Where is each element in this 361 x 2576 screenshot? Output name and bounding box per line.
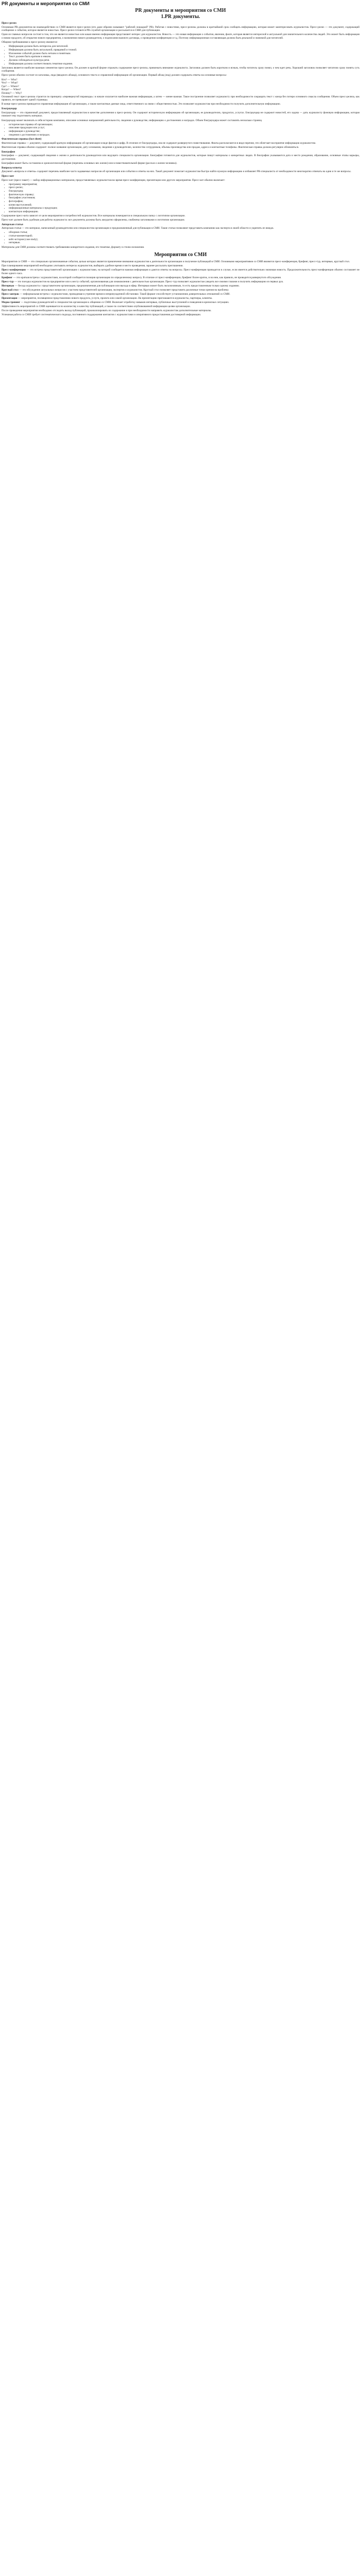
paragraph: Успешная работа со СМИ требует систематического подхода, постоянного поддержания контактов с журналистами и оперативного предоставления достоверной информации. bbox=[2, 313, 201, 317]
list-item: • Текст должен быть кратким и емким. bbox=[9, 55, 359, 59]
event-term: Интервью bbox=[2, 284, 14, 288]
event-text: — это поездка журналистов на предприятие или к месту событий, организованная для ознакомления с деятельностью организации. Пресс-тур позволяет журналистам увидеть все своими глазами и получить информацию из первых рук. bbox=[13, 280, 284, 283]
list-item: • Информация должна быть актуальной, правдивой и точной. bbox=[9, 48, 359, 52]
page-subtitle: 1.PR документы. bbox=[161, 14, 200, 20]
tab-title: PR документы и мероприятия со СМИ bbox=[2, 1, 90, 6]
paragraph: Фактическая справка — документ, содержащий краткую информацию об организации в виде фактов и цифр. В отличие от бэкграундера, она не содержит развернутого повествования. Факты располагаются в виде перечня, что облегчает восприятие информации журналистом. bbox=[2, 141, 316, 145]
paragraph: Одни из главных вопросов состоит в том, что же является новостью или какая именно информация представляет интерес для журналистов. Новость — это новая информация о событии, явлении, факте, которая является интересной и актуальной для значительного количества людей. Это может быть информация о новом продукте, об открытии нового предприятия, о назначении нового руководителя, о подписании важного договора, о проведении конференции и т.д. Поэтому информационная составляющая должна быть реальной и значимой для читателей. bbox=[2, 33, 359, 40]
press-release-requirements-list bbox=[2, 45, 359, 65]
list-item: • интервью. bbox=[9, 241, 359, 245]
paragraph: Пресс-релиз обычно состоит из заголовка, лида (вводного абзаца), основного текста и справочной информации об организации. Первый абзац (лид) должен содержать ответы на основные вопросы: bbox=[2, 74, 227, 77]
paragraph: Пресс-кит должен быть удобным для работы журналиста: все документы должны быть аккуратно оформлены, снабжены заголовками и логотипом организации. bbox=[2, 218, 185, 222]
event-term: Пресс-тур bbox=[2, 280, 14, 283]
event-definition bbox=[2, 268, 359, 275]
event-definition bbox=[2, 280, 359, 284]
section-heading-backgrounder: Бэкграундер bbox=[2, 107, 17, 111]
press-release-body-c bbox=[2, 95, 359, 106]
event-definition bbox=[2, 284, 359, 288]
event-text: — это встреча представителей организации с журналистами, на которой сообщается важная информация и даются ответы на вопросы. Пресс-конференция проводится в случае, если имеется действительно значимая новость. Продолжительность пресс-конференции обычно составляет не более одного часа. bbox=[2, 268, 359, 275]
press-release-body bbox=[2, 26, 359, 44]
backgrounder-body bbox=[2, 111, 359, 122]
question-line: Почему? — Why? bbox=[2, 92, 22, 95]
list-item: • статья-комментарий; bbox=[9, 234, 359, 238]
event-term: Брифинг bbox=[2, 276, 13, 279]
paragraph: В конце пресс-релиза приводится справочная информация об организации, а также контактные данные лица, ответственного за связи с общественностью. Это позволяет журналистам при необходимости получить дополнительную информацию. bbox=[2, 103, 281, 106]
event-text: — неформальная встреча с журналистами, проводимая в утреннее время в непринужденной обстановке. Такой формат способствует установлению доверительных отношений со СМИ. bbox=[19, 293, 230, 296]
list-item: • Информация должна соответствовать тематике издания. bbox=[9, 62, 359, 66]
list-item: • фактическую справку; bbox=[9, 193, 359, 197]
list-item: • пресс-релиз; bbox=[9, 186, 359, 190]
list-item: • бэкграундер; bbox=[9, 190, 359, 193]
paragraph: Содержание пресс-кита зависит от цели мероприятия и потребностей журналистов. Все материалы помещаются в специальную папку с логотипом организации. bbox=[2, 214, 185, 218]
list-item: • историческая справка об организации; bbox=[9, 123, 359, 127]
event-term: Круглый стол bbox=[2, 289, 19, 292]
paragraph: Биография может быть составлена в хронологической форме (перечень основных вех жизни) или в повествовательной форме (рассказ о жизни человека). bbox=[2, 161, 177, 165]
paragraph: Эффективность мероприятий со СМИ оценивается по количеству и качеству публикаций, а также по соответствию опубликованной информации целям организации. bbox=[2, 305, 191, 309]
page-title: PR документы и мероприятия со СМИ bbox=[135, 7, 226, 13]
events-outro bbox=[2, 305, 359, 317]
paragraph: Основным PR-документом во взаимодействии со СМИ является пресс-релиз (его даже образно называют "рабочей лошадкой" PR). Работая с новостями, пресс-релизы должны в кратчайший срок сообщать информацию, которая может заинтересовать журналистов. Пресс-релиз — это документ, содержащий сообщение о событии, которое является новостью. Пресс-релиз готовится PR-службой организации и рассылается в СМИ для публикации. bbox=[2, 25, 359, 32]
article-list bbox=[2, 231, 359, 245]
paragraph: Бэкграундер может включать в себя историю компании, описание основных направлений деятельности, сведения о руководстве, информацию о достижениях и наградах. Объем бэкграундера может составлять несколько страниц. bbox=[2, 118, 263, 122]
list-item: • информация о руководстве; bbox=[9, 130, 359, 133]
list-item: • Должна соблюдаться культура речи. bbox=[9, 59, 359, 62]
article-body bbox=[2, 227, 359, 230]
section-heading-fact-sheet: Фактическая справка (fact sheet) bbox=[2, 138, 42, 141]
events-definitions bbox=[2, 268, 359, 304]
section-heading-media-kit: Пресс-кит bbox=[2, 174, 14, 178]
event-text: — это краткая встреча с журналистами, на которой сообщается позиция организации по определенному вопросу. В отличие от пресс-конференции, брифинг более краток, и на нем, как правило, не проводится развернутого обсуждения. bbox=[12, 276, 282, 279]
list-item: • сведения о достижениях и наградах. bbox=[9, 133, 359, 137]
paragraph: Заголовок является наиболее важным элементом пресс-релиза. Он должен в краткой форме отражать содержание пресс-релиза, привлекать внимание журналиста. Заголовок должен быть коротким и ясным, чтобы читатель сразу понял, о чем идет речь. Хороший заголовок позволяет читателю сразу понять суть сообщения. bbox=[2, 66, 359, 73]
event-definition bbox=[2, 301, 359, 304]
fact-sheet-body bbox=[2, 142, 359, 149]
paragraph: Биография — документ, содержащий сведения о жизни и деятельности руководителя или ведущего специалиста организации. Биография готовится для журналистов, которые пишут материалы о конкретных людях. В биографии указываются дата и место рождения, образование, основные этапы карьеры, достижения. bbox=[2, 154, 359, 161]
event-text: — беседа журналиста с представителем организации, предназначенная для публикации или выхода в эфир. Интервью может быть эксклюзивным, то есть предоставленным только одному изданию. bbox=[14, 284, 240, 288]
event-term: Презентация bbox=[2, 297, 18, 300]
event-text: — подготовка руководителей и специалистов организации к общению со СМИ. Включает отработку навыков интервью, публичных выступлений и поведения в кризисных ситуациях. bbox=[20, 301, 230, 304]
paragraph: Фактическая справка обычно содержит: полное название организации, дату основания, сведения о руководителях, количество сотрудников, объемы производства или продаж, адреса и контактные телефоны. Фактическая справка должна регулярно обновляться. bbox=[2, 145, 299, 149]
media-kit-list bbox=[2, 183, 359, 214]
media-kit-body-b bbox=[2, 214, 359, 222]
section-heading-press-release: Пресс-релиз bbox=[2, 22, 16, 25]
paragraph: Авторская статья — это материал, написанный руководителем или специалистом организации и предназначенный для публикации в СМИ. Такие статьи позволяют представить компанию как эксперта в своей области и укрепить ее имидж. bbox=[2, 227, 274, 230]
biography-body bbox=[2, 154, 359, 165]
list-item: • кейс-история (case study); bbox=[9, 238, 359, 242]
list-item: • биографии участников; bbox=[9, 196, 359, 200]
section-heading-biography: Биография bbox=[2, 150, 15, 154]
qa-body bbox=[2, 170, 359, 174]
list-item: • Информация должна быть интересна для читателей. bbox=[9, 45, 359, 48]
event-term: Пресс-завтрак bbox=[2, 293, 20, 296]
section-heading-article: Авторская статья bbox=[2, 223, 23, 226]
list-item: • обзорная статья; bbox=[9, 231, 359, 234]
event-text: — это обсуждение актуальных вопросов с участием представителей организации, экспертов и журналистов. Круглый стол позволяет представить различные точки зрения на проблему. bbox=[18, 289, 229, 292]
press-release-body-b bbox=[2, 66, 359, 77]
paragraph: Материалы для СМИ должны соответствовать требованиям конкретного издания, его тематике, формату и стилю изложения. bbox=[2, 245, 145, 249]
question-line: Когда? — When? bbox=[2, 88, 21, 92]
question-line: Где? — Where? bbox=[2, 84, 19, 88]
paragraph: Бэкграундер — это справочный документ, предоставляемый журналистам в качестве дополнения к пресс-релизу. Он содержит историческую информацию об организации, ее руководителях, продуктах, услугах. Бэкграундер не содержит новостей, его задача — дать журналисту фоновую информацию, которая поможет ему подготовить материал. bbox=[2, 111, 359, 118]
paragraph: Основной текст пресс-релиза строится по принципу «перевернутой пирамиды»: в начале излагается наиболее важная информация, а затем — менее важная. Такое построение позволяет журналисту при необходимости сокращать текст с конца без потери основного смысла сообщения. Объем пресс-релиза, как правило, не превышает одной страницы. bbox=[2, 95, 359, 102]
document-page bbox=[0, 0, 361, 320]
paragraph: Мероприятия со СМИ — это специально организованные события, целью которых является привлечение внимания журналистов к деятельности организации и получение публикаций в СМИ. Основными мероприятиями со СМИ являются пресс-конференция, брифинг, пресс-тур, интервью, круглый стол. bbox=[2, 260, 350, 264]
list-item: • информационные материалы о продукции; bbox=[9, 207, 359, 210]
paragraph: Пресс-кит (пресс-пакет) — набор информационных материалов, предоставляемых журналистам во время пресс-конференции, презентации или другого мероприятия. Пресс-кит обычно включает: bbox=[2, 178, 226, 182]
event-definition bbox=[2, 276, 359, 280]
paragraph: После проведения мероприятия необходимо отследить выход публикаций, проанализировать их содержание и при необходимости направить журналистам дополнительные материалы. bbox=[2, 309, 212, 313]
article-body-b bbox=[2, 246, 359, 249]
event-text: — мероприятие, посвященное представлению нового продукта, услуги, проекта или самой организации. На презентацию приглашаются журналисты, партнеры, клиенты. bbox=[17, 297, 213, 300]
event-term: Медиа-тренинг bbox=[2, 301, 21, 304]
paragraph: Общими требованиями к пресс-релизу являются: bbox=[2, 41, 58, 44]
event-term: Пресс-конференция bbox=[2, 268, 26, 272]
list-item: • описание продукции или услуг; bbox=[9, 126, 359, 130]
list-item: • программу мероприятия; bbox=[9, 183, 359, 187]
event-definition bbox=[2, 297, 359, 300]
backgrounder-list bbox=[2, 123, 359, 137]
questions-list bbox=[2, 78, 359, 95]
question-line: Что? — What? bbox=[2, 81, 18, 85]
list-item: • контактную информацию. bbox=[9, 210, 359, 214]
list-item: • фотографии; bbox=[9, 200, 359, 204]
section-heading-qa: Вопросы-ответы bbox=[2, 166, 22, 170]
list-item: • Изложение событий должно быть четким и понятным. bbox=[9, 52, 359, 56]
event-definition bbox=[2, 289, 359, 292]
events-intro bbox=[2, 260, 359, 268]
list-item: • копии выступлений; bbox=[9, 204, 359, 207]
paragraph: Документ «вопросы и ответы» содержит перечень наиболее часто задаваемых вопросов об организации или событии и ответы на них. Такой документ помогает журналистам быстро найти нужную информацию и избавляет PR-специалиста от необходимости многократно отвечать на одни и те же вопросы. bbox=[2, 170, 351, 174]
paragraph: При планировании мероприятий необходимо учитывать интересы журналистов, выбирать удобное время и место проведения, заранее рассылать приглашения. bbox=[2, 264, 183, 268]
events-section-title: Мероприятия со СМИ bbox=[154, 252, 207, 258]
media-kit-body bbox=[2, 179, 359, 182]
event-definition bbox=[2, 293, 359, 296]
question-line: Кто? — Who? bbox=[2, 78, 18, 81]
